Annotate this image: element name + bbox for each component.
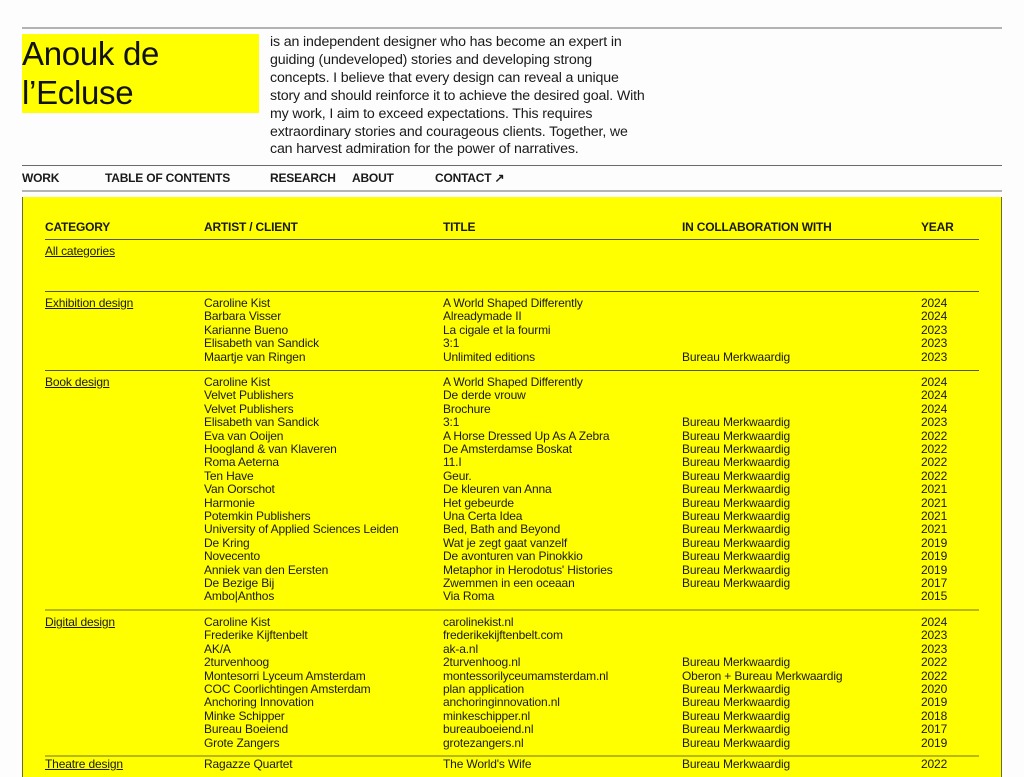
year-cell: 2022 — [921, 468, 948, 483]
year-cell: 2021 — [921, 482, 948, 497]
collaboration-cell: Bureau Merkwaardig — [682, 442, 791, 456]
year-cell: 2024 — [921, 388, 948, 403]
artist-client-cell: University of Applied Sciences Leiden — [204, 522, 399, 537]
collaboration-cell: Bureau Merkwaardig — [682, 576, 791, 590]
title-cell: Alreadymade II — [443, 309, 522, 324]
title-cell: ak-a.nl — [443, 641, 478, 656]
title-cell: 11.I — [443, 455, 462, 470]
title-cell: 3:1 — [443, 415, 460, 430]
artist-client-cell: Ambo|Anthos — [204, 589, 275, 604]
category-link[interactable]: Book design — [45, 375, 110, 389]
collaboration-cell: Oberon + Bureau Merkwaardig — [682, 668, 843, 683]
year-cell: 2019 — [921, 549, 948, 564]
collaboration-cell: Bureau Merkwaardig — [682, 349, 791, 364]
section-rule — [45, 609, 979, 611]
collaboration-cell: Bureau Merkwaardig — [682, 428, 791, 443]
header-year[interactable]: YEAR — [921, 220, 954, 234]
header-title[interactable]: TITLE — [443, 220, 476, 234]
category-link[interactable]: Theatre design — [45, 757, 123, 771]
title-cell: 3:1 — [443, 336, 460, 351]
title-cell: De avonturen van Pinokkio — [443, 549, 583, 564]
top-divider — [22, 27, 1002, 29]
section-rule — [45, 291, 979, 292]
title-cell: A Horse Dressed Up As A Zebra — [443, 428, 610, 443]
artist-client-cell: Bureau Boeiend — [204, 722, 288, 737]
collaboration-cell: Bureau Merkwaardig — [682, 695, 791, 710]
year-cell: 2023 — [921, 641, 948, 656]
title-cell: De kleuren van Anna — [443, 482, 552, 497]
artist-client-cell: 2turvenhoog — [204, 655, 270, 670]
artist-client-cell: Ragazze Quartet — [204, 757, 293, 771]
header-rule — [45, 239, 979, 240]
year-cell: 2018 — [921, 708, 948, 723]
year-cell: 2023 — [921, 628, 948, 643]
collaboration-cell: Bureau Merkwaardig — [682, 757, 791, 771]
year-cell: 2021 — [921, 522, 948, 537]
artist-client-cell: Velvet Publishers — [204, 401, 294, 416]
bio-line: is an independent designer who has become an expert in — [270, 34, 622, 50]
artist-client-cell: Caroline Kist — [204, 296, 271, 310]
year-cell: 2022 — [921, 428, 948, 443]
nav-about[interactable]: ABOUT — [352, 171, 394, 185]
year-cell: 2019 — [921, 735, 948, 750]
title-cell: A World Shaped Differently — [443, 375, 583, 389]
title-cell: 2turvenhoog.nl — [443, 655, 521, 670]
title-cell: plan application — [443, 682, 524, 696]
title-cell: Wat je zegt gaat vanzelf — [443, 535, 568, 550]
bio-line: guiding (undeveloped) stories and developing strong — [270, 51, 593, 68]
header-artist-client[interactable]: ARTIST / CLIENT — [204, 220, 298, 234]
category-link[interactable]: Exhibition design — [45, 296, 134, 310]
collaboration-cell: Bureau Merkwaardig — [682, 482, 791, 497]
title-cell: montessorilyceumamsterdam.nl — [443, 668, 609, 683]
year-cell: 2022 — [921, 455, 948, 470]
year-cell: 2019 — [921, 535, 948, 550]
title-cell: Una Certa Idea — [443, 509, 523, 523]
year-cell: 2015 — [921, 589, 948, 604]
artist-client-cell: Harmonie — [204, 495, 255, 510]
collaboration-cell: Bureau Merkwaardig — [682, 415, 791, 430]
title-cell: Unlimited editions — [443, 349, 536, 364]
site-title-line-2[interactable]: l’Ecluse — [22, 74, 134, 111]
collaboration-cell: Bureau Merkwaardig — [682, 655, 791, 670]
year-cell: 2021 — [921, 495, 948, 510]
artist-client-cell: Barbara Visser — [204, 309, 282, 324]
artist-client-cell: Elisabeth van Sandick — [204, 415, 319, 430]
artist-client-cell: COC Coorlichtingen Amsterdam — [204, 682, 371, 696]
year-cell: 2022 — [921, 757, 948, 771]
artist-client-cell: Elisabeth van Sandick — [204, 336, 319, 351]
artist-client-cell: Caroline Kist — [204, 375, 271, 389]
title-cell: grotezangers.nl — [443, 735, 524, 750]
header-collaboration[interactable]: IN COLLABORATION WITH — [682, 220, 832, 234]
title-cell: La cigale et la fourmi — [443, 322, 551, 337]
artist-client-cell: Velvet Publishers — [204, 388, 294, 403]
nav-contact[interactable]: CONTACT ↗ — [435, 171, 505, 185]
title-cell: Via Roma — [443, 589, 495, 604]
artist-client-cell: Karianne Bueno — [204, 322, 288, 337]
artist-client-cell: De Bezige Bij — [204, 576, 275, 590]
year-cell: 2022 — [921, 655, 948, 670]
collaboration-cell: Bureau Merkwaardig — [682, 468, 791, 483]
title-cell: A World Shaped Differently — [443, 296, 583, 310]
artist-client-cell: Van Oorschot — [204, 482, 275, 497]
collaboration-cell: Bureau Merkwaardig — [682, 522, 791, 537]
artist-client-cell: Maartje van Ringen — [204, 349, 306, 364]
artist-client-cell: Minke Schipper — [204, 708, 285, 723]
artist-client-cell: Roma Aeterna — [204, 455, 279, 470]
nav-table-of-contents[interactable]: TABLE OF CONTENTS — [105, 171, 231, 185]
collaboration-cell: Bureau Merkwaardig — [682, 455, 791, 470]
year-cell: 2023 — [921, 415, 948, 430]
artist-client-cell: De Kring — [204, 535, 250, 550]
title-cell: De Amsterdamse Boskat — [443, 442, 572, 456]
title-cell: Metaphor in Herodotus' Histories — [443, 562, 613, 577]
artist-client-cell: Anchoring Innovation — [204, 695, 314, 710]
artist-client-cell: Hoogland & van Klaveren — [204, 442, 337, 456]
section-rule — [45, 370, 979, 371]
year-cell: 2023 — [921, 322, 948, 337]
header-category[interactable]: CATEGORY — [45, 220, 111, 234]
year-cell: 2020 — [921, 682, 948, 696]
title-cell: minkeschipper.nl — [443, 708, 530, 723]
year-cell: 2024 — [921, 615, 948, 629]
artist-client-cell: Ten Have — [204, 468, 254, 483]
nav-bottom-divider — [22, 190, 1002, 192]
nav-top-divider — [22, 165, 1002, 166]
year-cell: 2017 — [921, 576, 948, 590]
bio-line: concepts. I believe that every design can reveal a unique — [270, 69, 619, 86]
year-cell: 2019 — [921, 695, 948, 710]
collaboration-cell: Bureau Merkwaardig — [682, 735, 791, 750]
title-cell: bureauboeiend.nl — [443, 722, 534, 737]
artist-client-cell: Grote Zangers — [204, 735, 280, 750]
title-cell: De derde vrouw — [443, 388, 526, 403]
artist-client-cell: Frederike Kijftenbelt — [204, 628, 308, 643]
year-cell: 2022 — [921, 668, 948, 683]
year-cell: 2024 — [921, 309, 948, 324]
collaboration-cell: Bureau Merkwaardig — [682, 722, 791, 737]
year-cell: 2024 — [921, 401, 948, 416]
title-cell: carolinekist.nl — [443, 615, 514, 629]
artist-client-cell: AK/A — [204, 641, 231, 656]
site-title-line-1[interactable]: Anouk de — [22, 35, 160, 72]
bio-line: can harvest admiration for the power of narratives. — [270, 141, 579, 158]
year-cell: 2024 — [921, 296, 948, 310]
collaboration-cell: Bureau Merkwaardig — [682, 682, 791, 696]
year-cell: 2023 — [921, 349, 948, 364]
collaboration-cell: Bureau Merkwaardig — [682, 535, 791, 550]
artist-client-cell: Montesorri Lyceum Amsterdam — [204, 668, 366, 683]
bio-line: my work, I aim to exceed expectations. This requires — [270, 105, 593, 122]
year-cell: 2022 — [921, 442, 948, 456]
bio-line: story and should reinforce it to achieve the desired goal. With — [270, 87, 645, 104]
bio-line: extraordinary stories and courageous clients. Together, we — [270, 123, 628, 140]
artist-client-cell: Novecento — [204, 549, 261, 564]
year-cell: 2024 — [921, 375, 948, 389]
collaboration-cell: Bureau Merkwaardig — [682, 562, 791, 577]
year-cell: 2017 — [921, 722, 948, 737]
title-cell: frederikekijftenbelt.com — [443, 628, 563, 643]
nav-work[interactable]: WORK — [22, 171, 60, 185]
nav-research[interactable]: RESEARCH — [270, 171, 336, 185]
artist-client-cell: Caroline Kist — [204, 615, 271, 629]
category-link[interactable]: Digital design — [45, 615, 115, 629]
year-cell: 2023 — [921, 336, 948, 351]
title-cell: Bed, Bath and Beyond — [443, 522, 561, 537]
collaboration-cell: Bureau Merkwaardig — [682, 549, 791, 564]
year-cell: 2019 — [921, 562, 948, 577]
collaboration-cell: Bureau Merkwaardig — [682, 509, 791, 523]
filter-all-categories[interactable]: All categories — [45, 244, 115, 258]
artist-client-cell: Eva van Ooijen — [204, 428, 284, 443]
title-cell: Het gebeurde — [443, 495, 514, 510]
collaboration-cell: Bureau Merkwaardig — [682, 708, 791, 723]
title-cell: Zwemmen in een oceaan — [443, 576, 575, 590]
artist-client-cell: Anniek van den Eersten — [204, 562, 329, 577]
artist-client-cell: Potemkin Publishers — [204, 509, 311, 523]
title-cell: anchoringinnovation.nl — [443, 695, 560, 710]
title-cell: The World's Wife — [443, 757, 532, 771]
bio-text — [270, 34, 680, 159]
site-title-block[interactable] — [22, 34, 259, 113]
collaboration-cell: Bureau Merkwaardig — [682, 495, 791, 510]
title-cell: Brochure — [443, 401, 491, 416]
title-cell: Geur. — [443, 468, 472, 483]
year-cell: 2021 — [921, 509, 948, 523]
